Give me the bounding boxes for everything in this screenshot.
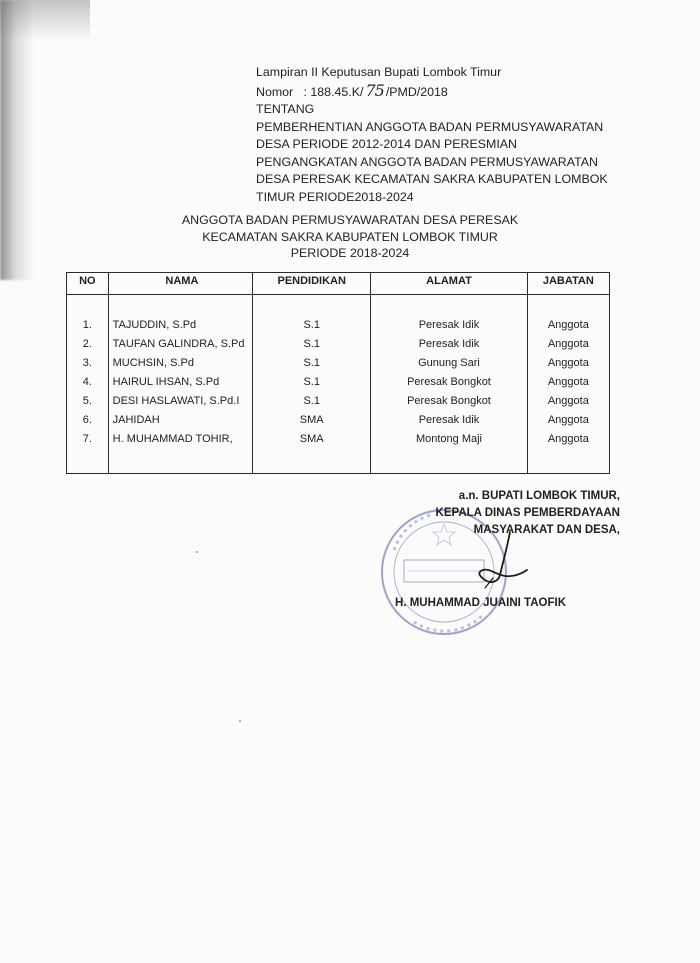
- cell-alamat: Peresak Bongkot: [371, 372, 527, 391]
- scan-edge-shadow: [0, 0, 34, 280]
- table-row: [67, 353, 610, 372]
- scan-speck: [196, 551, 198, 553]
- table-row: [67, 315, 610, 334]
- cell-alamat: Peresak Idik: [371, 315, 527, 334]
- table-row: [67, 410, 610, 429]
- cell-no: 2.: [67, 334, 109, 353]
- cell-alamat: Peresak Idik: [371, 334, 527, 353]
- cell-no: 4.: [67, 372, 109, 391]
- cell-pendidikan: S.1: [253, 334, 371, 353]
- nomor-handwritten: 75: [365, 80, 384, 100]
- header-nama: NAMA: [108, 273, 253, 295]
- cell-jabatan: Anggota: [527, 334, 609, 353]
- cell-no: 3.: [67, 353, 109, 372]
- cell-no: 1.: [67, 315, 109, 334]
- cell-nama: MUCHSIN, S.Pd: [108, 353, 253, 372]
- members-table: [66, 272, 610, 474]
- about-line: DESA PERESAK KECAMATAN SAKRA KABUPATEN LOMBOK: [256, 172, 608, 186]
- cell-no: 7.: [67, 429, 109, 448]
- cell-pendidikan: SMA: [253, 429, 371, 448]
- cell-pendidikan: S.1: [253, 372, 371, 391]
- title-line: ANGGOTA BADAN PERMUSYAWARATAN DESA PERESAK: [181, 213, 519, 227]
- handwritten-signature: [455, 530, 535, 590]
- cell-jabatan: Anggota: [527, 353, 609, 372]
- about-line: PENGANGKATAN ANGGOTA BADAN PERMUSYAWARATAN: [256, 154, 598, 169]
- sign-line: a.n. BUPATI LOMBOK TIMUR,: [458, 490, 620, 502]
- signatory-name: H. MUHAMMAD JUAINI TAOFIK: [395, 597, 566, 609]
- cell-nama: TAUFAN GALINDRA, S.Pd: [108, 334, 253, 353]
- scan-top-shadow: [0, 0, 90, 40]
- about-line: DESA PERIODE 2012-2014 DAN PERESMIAN: [256, 137, 517, 151]
- cell-nama: TAJUDDIN, S.Pd: [108, 315, 253, 334]
- about-line: PEMBERHENTIAN ANGGOTA BADAN PERMUSYAWARATAN: [256, 119, 604, 134]
- table-row: [67, 372, 610, 391]
- table-end-row: [67, 448, 610, 474]
- sign-line: KEPALA DINAS PEMBERDAYAAN: [435, 507, 620, 519]
- table-spacer-row: [67, 295, 610, 316]
- tentang-label: TENTANG: [256, 102, 315, 116]
- cell-jabatan: Anggota: [527, 391, 609, 410]
- cell-alamat: Montong Maji: [371, 429, 527, 448]
- cell-alamat: Gunung Sari: [371, 353, 527, 372]
- nomor-line: [256, 82, 636, 102]
- header-no: NO: [67, 273, 109, 295]
- cell-pendidikan: SMA: [253, 410, 371, 429]
- document-title: [140, 212, 560, 262]
- about-line: TIMUR PERIODE2018-2024: [256, 189, 414, 204]
- scan-speck: [239, 720, 241, 722]
- cell-jabatan: Anggota: [527, 372, 609, 391]
- header-alamat: ALAMAT: [371, 273, 527, 295]
- cell-nama: DESI HASLAWATI, S.Pd.I: [108, 391, 253, 410]
- cell-nama: H. MUHAMMAD TOHIR,: [108, 429, 253, 448]
- sign-line: MASYARAKAT DAN DESA,: [473, 524, 620, 536]
- attachment-line: Lampiran II Keputusan Bupati Lombok Timur: [256, 65, 502, 79]
- table-row: [67, 334, 610, 353]
- cell-pendidikan: S.1: [253, 315, 371, 334]
- title-line: KECAMATAN SAKRA KABUPATEN LOMBOK TIMUR: [202, 229, 498, 244]
- cell-jabatan: Anggota: [527, 429, 609, 448]
- cell-jabatan: Anggota: [527, 410, 609, 429]
- cell-jabatan: Anggota: [527, 315, 609, 334]
- cell-no: 5.: [67, 391, 109, 410]
- cell-alamat: Peresak Bongkot: [371, 391, 527, 410]
- header-jabatan: JABATAN: [527, 273, 609, 295]
- decree-header: [256, 64, 636, 206]
- cell-nama: HAIRUL IHSAN, S.Pd: [108, 372, 253, 391]
- table-row: [67, 429, 610, 448]
- cell-alamat: Peresak Idik: [371, 410, 527, 429]
- cell-pendidikan: S.1: [253, 353, 371, 372]
- title-line: PERIODE 2018-2024: [290, 246, 410, 260]
- header-pendidikan: PENDIDIKAN: [253, 273, 371, 295]
- signature-block: [405, 488, 620, 539]
- nomor-label: Nomor: [256, 84, 294, 99]
- cell-no: 6.: [67, 410, 109, 429]
- table-row: [67, 391, 610, 410]
- cell-nama: JAHIDAH: [108, 410, 253, 429]
- cell-pendidikan: S.1: [253, 391, 371, 410]
- nomor-prefix: : 188.45.K/: [303, 84, 364, 99]
- nomor-suffix: /PMD/2018: [385, 84, 448, 99]
- table-header-row: [67, 273, 610, 295]
